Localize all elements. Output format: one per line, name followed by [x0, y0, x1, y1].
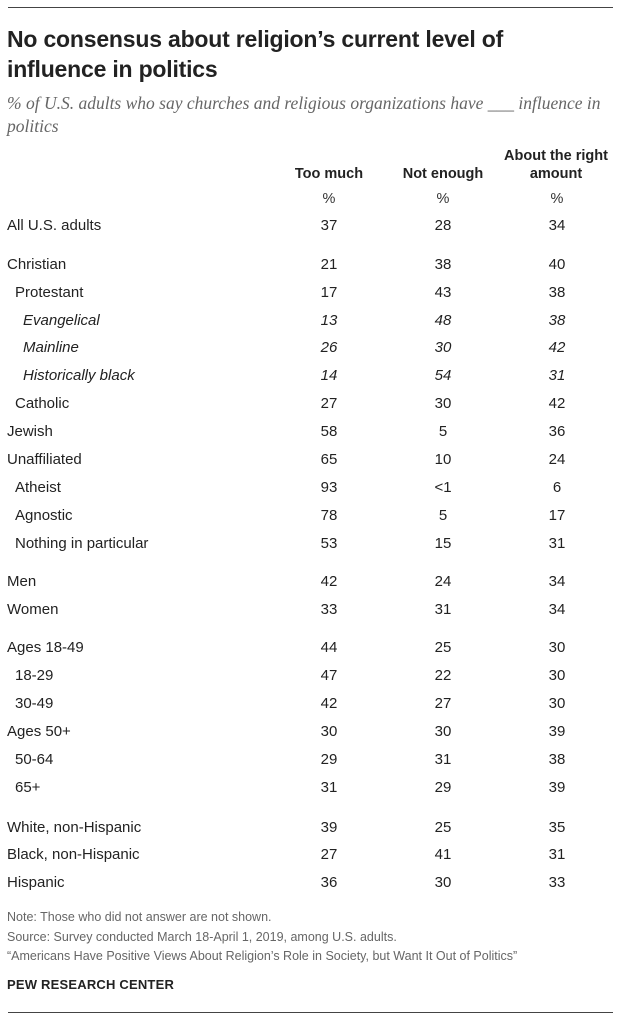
table-cell: 38 [548, 312, 566, 329]
report-title: “Americans Have Positive Views About Religion’s Role in Society, but Want It Out of Politics” [7, 949, 518, 963]
note-text: Note: Those who did not answer are not shown. [7, 910, 272, 924]
row-label: Protestant [15, 284, 84, 301]
table-cell: 26 [320, 339, 338, 356]
table-row [0, 818, 621, 838]
table-cell: 30 [548, 695, 566, 712]
table-cell: 31 [320, 779, 338, 796]
table-cell: 47 [320, 667, 338, 684]
table-cell: 65 [320, 451, 338, 468]
table-row [0, 750, 621, 770]
table-cell: 29 [320, 751, 338, 768]
unit-label-too-much: % [322, 191, 336, 207]
table-cell: <1 [434, 479, 452, 496]
row-label: Atheist [15, 479, 61, 496]
table-cell: 31 [548, 367, 566, 384]
row-label: White, non-Hispanic [7, 819, 142, 836]
table-cell: 13 [320, 312, 338, 329]
table-cell: 42 [548, 395, 566, 412]
table-row [0, 506, 621, 526]
table-cell: 28 [434, 217, 452, 234]
table-row [0, 694, 621, 714]
table-cell: 24 [548, 451, 566, 468]
column-header-not-enough: Not enough [402, 166, 484, 182]
table-cell: 58 [320, 423, 338, 440]
table-cell: 43 [434, 284, 452, 301]
table-cell: 54 [434, 367, 452, 384]
table-cell: 6 [552, 479, 562, 496]
table-cell: 29 [434, 779, 452, 796]
table-cell: 17 [320, 284, 338, 301]
table-cell: 78 [320, 507, 338, 524]
table-cell: 48 [434, 312, 452, 329]
table-cell: 42 [320, 573, 338, 590]
table-cell: 40 [548, 256, 566, 273]
source-text: Source: Survey conducted March 18-April 1, 2019, among U.S. adults. [7, 930, 397, 944]
unit-label-not-enough: % [436, 191, 450, 207]
table-cell: 39 [548, 723, 566, 740]
top-rule [8, 7, 613, 8]
row-label: Black, non-Hispanic [7, 846, 140, 863]
table-row [0, 255, 621, 275]
table-cell: 36 [548, 423, 566, 440]
table-cell: 14 [320, 367, 338, 384]
table-cell: 38 [548, 751, 566, 768]
table-cell: 5 [438, 423, 448, 440]
table-cell: 35 [548, 819, 566, 836]
brand-logo-text: PEW RESEARCH CENTER [7, 977, 175, 992]
chart-subtitle: % of U.S. adults who say churches and religious organizations have ___ influence in politics [7, 93, 601, 136]
row-label: Historically black [23, 367, 135, 384]
chart-title: No consensus about religion’s current level of influence in politics [7, 26, 504, 82]
table-row [0, 722, 621, 742]
table-cell: 25 [434, 639, 452, 656]
table-cell: 38 [434, 256, 452, 273]
row-label: Evangelical [23, 312, 100, 329]
table-cell: 38 [548, 284, 566, 301]
table-row [0, 216, 621, 236]
row-label: 50-64 [15, 751, 54, 768]
table-cell: 41 [434, 846, 452, 863]
table-cell: 21 [320, 256, 338, 273]
table-cell: 30 [434, 723, 452, 740]
row-label: Mainline [23, 339, 79, 356]
bottom-rule [8, 1012, 613, 1013]
table-row [0, 666, 621, 686]
row-label: Nothing in particular [15, 535, 149, 552]
row-label: Agnostic [15, 507, 73, 524]
table-cell: 22 [434, 667, 452, 684]
table-cell: 30 [434, 395, 452, 412]
table-row [0, 394, 621, 414]
row-label: Catholic [15, 395, 70, 412]
row-label: Hispanic [7, 874, 65, 891]
table-cell: 31 [434, 751, 452, 768]
row-label: Jewish [7, 423, 53, 440]
table-row [0, 534, 621, 554]
row-label: Ages 18-49 [7, 639, 84, 656]
table-row [0, 366, 621, 386]
table-row [0, 572, 621, 592]
table-cell: 27 [320, 395, 338, 412]
table-cell: 31 [434, 601, 452, 618]
table-cell: 36 [320, 874, 338, 891]
table-row [0, 638, 621, 658]
table-cell: 25 [434, 819, 452, 836]
table-row [0, 283, 621, 303]
table-cell: 34 [548, 573, 566, 590]
row-label: All U.S. adults [7, 217, 102, 234]
table-cell: 17 [548, 507, 566, 524]
table-cell: 44 [320, 639, 338, 656]
table-cell: 34 [548, 217, 566, 234]
table-row [0, 422, 621, 442]
table-cell: 39 [320, 819, 338, 836]
table-row [0, 311, 621, 331]
table-cell: 30 [434, 874, 452, 891]
table-cell: 10 [434, 451, 452, 468]
row-label: Christian [7, 256, 67, 273]
table-cell: 39 [548, 779, 566, 796]
row-label: Ages 50+ [7, 723, 71, 740]
table-cell: 15 [434, 535, 452, 552]
row-label: 65+ [15, 779, 41, 796]
table-row [0, 338, 621, 358]
table-cell: 30 [320, 723, 338, 740]
table-row [0, 478, 621, 498]
table-cell: 33 [548, 874, 566, 891]
table-cell: 42 [548, 339, 566, 356]
table-row [0, 845, 621, 865]
table-cell: 24 [434, 573, 452, 590]
column-header-about-right: About the right amount [504, 148, 608, 182]
table-cell: 31 [548, 846, 566, 863]
table-cell: 27 [320, 846, 338, 863]
table-cell: 53 [320, 535, 338, 552]
table-cell: 93 [320, 479, 338, 496]
table-cell: 30 [548, 667, 566, 684]
row-label: Men [7, 573, 37, 590]
table-cell: 30 [434, 339, 452, 356]
table-cell: 31 [548, 535, 566, 552]
table-cell: 37 [320, 217, 338, 234]
table-row [0, 873, 621, 893]
row-label: Unaffiliated [7, 451, 82, 468]
unit-label-about-right: % [550, 191, 564, 207]
table-row [0, 778, 621, 798]
table-cell: 33 [320, 601, 338, 618]
column-header-too-much: Too much [294, 166, 364, 182]
table-cell: 30 [548, 639, 566, 656]
table-cell: 42 [320, 695, 338, 712]
row-label: Women [7, 601, 59, 618]
row-label: 18-29 [15, 667, 54, 684]
table-row [0, 450, 621, 470]
table-cell: 27 [434, 695, 452, 712]
table-row [0, 600, 621, 620]
row-label: 30-49 [15, 695, 54, 712]
table-cell: 5 [438, 507, 448, 524]
table-cell: 34 [548, 601, 566, 618]
